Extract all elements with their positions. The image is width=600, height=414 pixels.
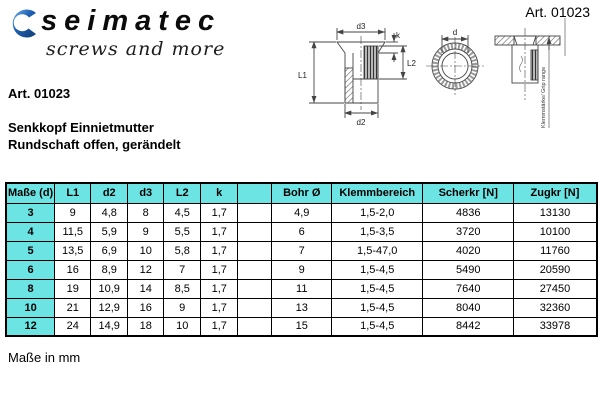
- spec-cell: 11760: [514, 241, 597, 260]
- spec-cell: 9: [55, 203, 91, 222]
- spec-cell: 1,5-4,5: [332, 279, 423, 298]
- col-header: k: [201, 183, 238, 203]
- spec-cell: 1,7: [201, 298, 238, 317]
- spec-cell: 14: [128, 279, 164, 298]
- spec-cell: 16: [128, 298, 164, 317]
- spec-cell: 1,5-4,5: [332, 317, 423, 336]
- spec-cell: 6: [272, 222, 332, 241]
- spec-cell: 12,9: [91, 298, 128, 317]
- units-footnote: Maße in mm: [8, 350, 81, 365]
- spec-cell: 10: [128, 241, 164, 260]
- dim-label-L1: L1: [298, 71, 307, 80]
- spec-cell: [238, 260, 272, 279]
- spec-cell: 4,8: [91, 203, 128, 222]
- spec-cell: 4020: [423, 241, 514, 260]
- size-cell: 10: [6, 298, 55, 317]
- dim-label-k: k: [396, 31, 400, 40]
- col-header: Klemmbereich: [332, 183, 423, 203]
- spec-cell: 5490: [423, 260, 514, 279]
- size-cell: 6: [6, 260, 55, 279]
- col-header: Scherkr [N]: [423, 183, 514, 203]
- grip-range-label: Klemmstärke/ Grip range: [541, 66, 547, 128]
- top-view: [426, 28, 484, 95]
- spec-cell: 33978: [514, 317, 597, 336]
- spec-cell: 9: [272, 260, 332, 279]
- spec-cell: [238, 279, 272, 298]
- spec-table: [5, 182, 598, 337]
- spec-cell: 4,9: [272, 203, 332, 222]
- spec-cell: 10,9: [91, 279, 128, 298]
- table-row: [6, 203, 597, 222]
- spec-cell: [238, 317, 272, 336]
- spec-cell: 4836: [423, 203, 514, 222]
- spec-cell: 1,5-4,5: [332, 298, 423, 317]
- size-cell: 3: [6, 203, 55, 222]
- spec-cell: 16: [55, 260, 91, 279]
- col-header: Bohr Ø: [272, 183, 332, 203]
- spec-cell: 19: [55, 279, 91, 298]
- spec-cell: 14,9: [91, 317, 128, 336]
- size-cell: 5: [6, 241, 55, 260]
- col-header: [238, 183, 272, 203]
- spec-cell: 27450: [514, 279, 597, 298]
- spec-cell: 7: [164, 260, 201, 279]
- logo-swoosh-icon: [8, 6, 38, 40]
- spec-cell: 5,8: [164, 241, 201, 260]
- spec-cell: 8: [128, 203, 164, 222]
- spec-cell: 1,7: [201, 317, 238, 336]
- product-title: Senkkopf Einnietmutter: [8, 120, 154, 135]
- spec-cell: 12: [128, 260, 164, 279]
- spec-cell: 20590: [514, 260, 597, 279]
- cross-section-view: [298, 22, 416, 127]
- spec-cell: 5,5: [164, 222, 201, 241]
- spec-cell: 1,7: [201, 260, 238, 279]
- brand-logo: [8, 6, 225, 60]
- table-row: [6, 317, 597, 336]
- table-row: [6, 241, 597, 260]
- table-row: [6, 260, 597, 279]
- dim-label-d: d: [452, 28, 458, 37]
- spec-cell: 1,7: [201, 241, 238, 260]
- spec-cell: 21: [55, 298, 91, 317]
- spec-cell: 15: [272, 317, 332, 336]
- spec-cell: [238, 298, 272, 317]
- spec-cell: 11,5: [55, 222, 91, 241]
- spec-cell: 1,7: [201, 222, 238, 241]
- article-number-top: Art. 01023: [525, 4, 590, 20]
- spec-cell: 9: [164, 298, 201, 317]
- spec-cell: 1,5-47,0: [332, 241, 423, 260]
- spec-cell: 1,7: [201, 279, 238, 298]
- spec-cell: 4,5: [164, 203, 201, 222]
- spec-table-body: [6, 203, 597, 336]
- dim-label-d3: d3: [356, 22, 366, 31]
- spec-cell: 1,7: [201, 203, 238, 222]
- spec-cell: 13: [272, 298, 332, 317]
- spec-cell: 10100: [514, 222, 597, 241]
- header-row: [6, 183, 597, 203]
- dim-label-L2: L2: [407, 59, 416, 68]
- spec-cell: 13130: [514, 203, 597, 222]
- table-row: [6, 279, 597, 298]
- col-header: d3: [128, 183, 164, 203]
- spec-cell: 10: [164, 317, 201, 336]
- spec-table-head: [6, 183, 597, 203]
- brand-name: seimatec: [41, 5, 222, 37]
- col-header: Zugkr [N]: [514, 183, 597, 203]
- spec-cell: 3720: [423, 222, 514, 241]
- spec-cell: [238, 203, 272, 222]
- col-header: Maße (d): [6, 183, 55, 203]
- spec-cell: 18: [128, 317, 164, 336]
- size-cell: 4: [6, 222, 55, 241]
- spec-cell: 8,5: [164, 279, 201, 298]
- spec-cell: 5,9: [91, 222, 128, 241]
- size-cell: 8: [6, 279, 55, 298]
- col-header: L1: [55, 183, 91, 203]
- spec-cell: 13,5: [55, 241, 91, 260]
- spec-cell: [238, 222, 272, 241]
- table-row: [6, 222, 597, 241]
- size-cell: 12: [6, 317, 55, 336]
- spec-cell: 7640: [423, 279, 514, 298]
- product-subtitle: Rundschaft offen, gerändelt: [8, 137, 181, 152]
- spec-cell: 1,5-2,0: [332, 203, 423, 222]
- spec-cell: 9: [128, 222, 164, 241]
- dim-label-d2: d2: [356, 118, 366, 127]
- col-header: d2: [91, 183, 128, 203]
- spec-cell: 1,5-3,5: [332, 222, 423, 241]
- spec-cell: 24: [55, 317, 91, 336]
- technical-drawing: [295, 8, 585, 148]
- brand-tagline: screws and more: [46, 38, 226, 60]
- installed-view: [495, 18, 565, 128]
- article-number: Art. 01023: [8, 86, 71, 101]
- spec-cell: 8442: [423, 317, 514, 336]
- table-row: [6, 298, 597, 317]
- spec-cell: 8,9: [91, 260, 128, 279]
- spec-cell: 8040: [423, 298, 514, 317]
- spec-cell: 1,5-4,5: [332, 260, 423, 279]
- spec-cell: 6,9: [91, 241, 128, 260]
- spec-cell: 32360: [514, 298, 597, 317]
- col-header: L2: [164, 183, 201, 203]
- spec-cell: 11: [272, 279, 332, 298]
- spec-cell: 7: [272, 241, 332, 260]
- spec-cell: [238, 241, 272, 260]
